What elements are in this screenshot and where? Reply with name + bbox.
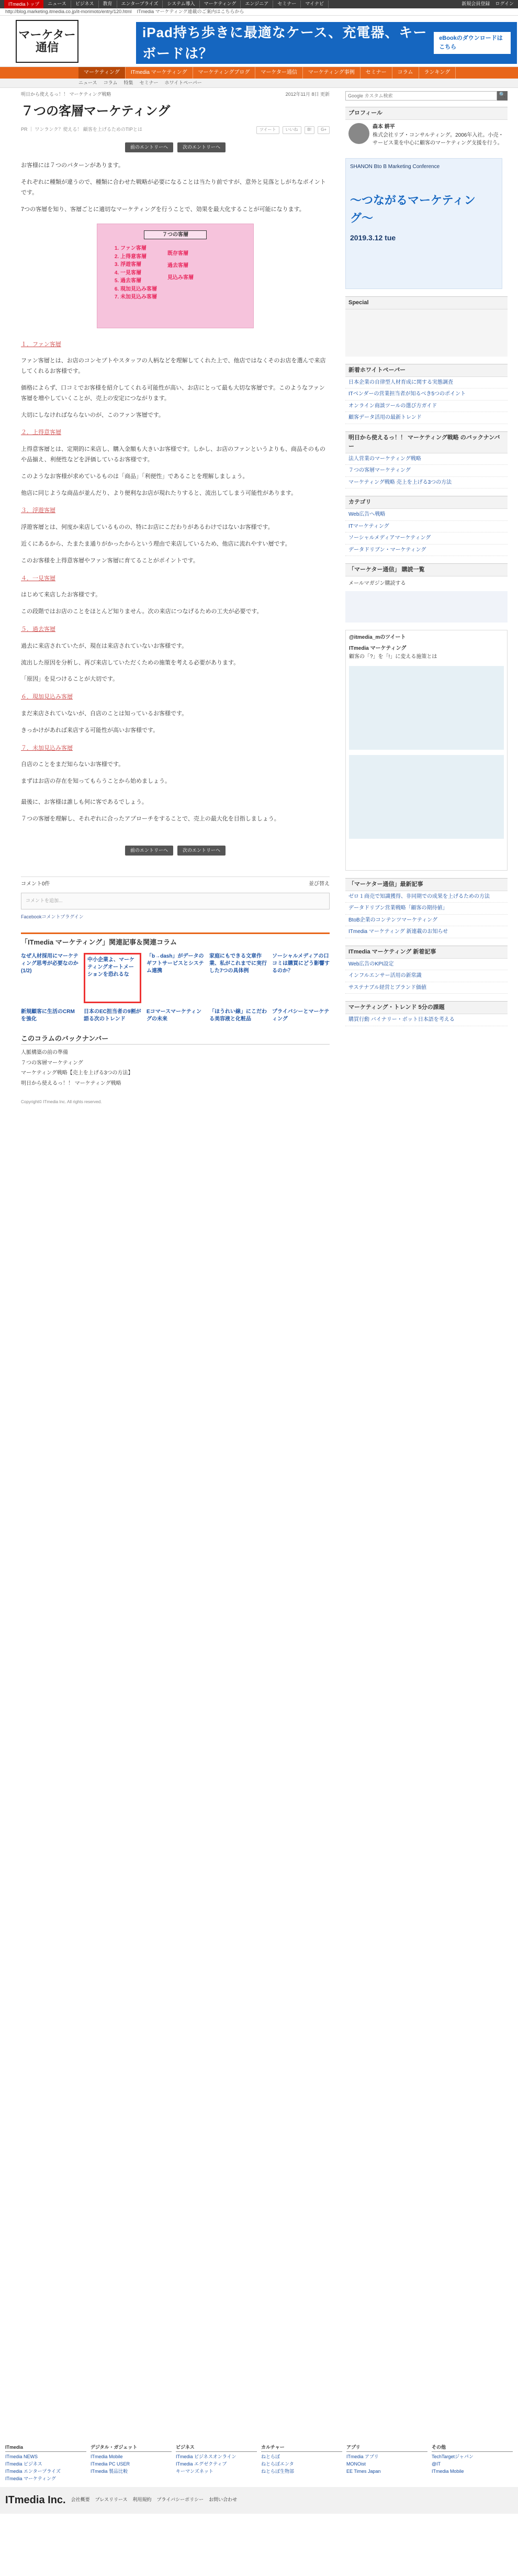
series-title: 明日から使えるっ！！ マーケティング戦略 のバックナンバー [345, 432, 508, 453]
body-paragraph: ファン客層とは、お店のコンセプトやスタッフの人柄などを理解してくれた上で、他店ではなくそのお店を選んで来店してくれるお客様です。 [21, 358, 326, 375]
footer-col-title: ITmedia [5, 2444, 86, 2452]
body-paragraph: 他店に同じような商品が並んだり、より便利なお店が現れたりすると、流出してしまう可能性があります。 [21, 490, 297, 496]
tweet-image [349, 666, 504, 750]
footer-link[interactable]: ITmedia アプリ [346, 2453, 379, 2459]
ad-banner[interactable] [136, 22, 517, 64]
site-footer [0, 2440, 518, 2514]
copyright: Copyright© ITmedia Inc. All rights reserved. [21, 1100, 102, 1105]
comment-input[interactable]: コメントを追加... [21, 893, 330, 909]
section-heading: ６．現加見込み客層 [21, 694, 73, 701]
subscribe-title: 「マーケター通信」 購読一覧 [345, 564, 508, 576]
twitter-widget [345, 630, 508, 871]
subnav-item[interactable]: コラム [103, 80, 118, 85]
related-title: 「ITmedia マーケティング」関連記事＆関連コラム [21, 938, 177, 946]
segment-item: 4. 一見客層 [120, 269, 157, 277]
avatar [348, 123, 369, 144]
page-title: ７つの客層マーケティング [21, 104, 171, 118]
tweet-button[interactable]: ツイート [256, 126, 279, 134]
body-paragraph: 大切にしなければならないのが、このファン客層です。 [21, 412, 164, 418]
footer-col-title: その他 [432, 2444, 513, 2452]
backnumber-title: このコラムのバックナンバー [21, 1034, 330, 1045]
hatena-button[interactable]: B! [305, 126, 315, 134]
figure-title: ７つの客層 [144, 230, 207, 240]
new-articles [345, 946, 508, 994]
prev-entry-button[interactable]: 前のエントリーへ [125, 142, 173, 153]
url-bar [0, 8, 518, 16]
footer-link[interactable]: プレスリリース [95, 2497, 128, 2503]
search-box [345, 91, 508, 101]
footer-link[interactable]: ITmedia PC USER [91, 2461, 130, 2467]
comments-section [21, 876, 330, 920]
new-whitepaper [345, 364, 508, 424]
wp-item[interactable]: オンライン商談ツールの選び方ガイド [345, 401, 508, 413]
nav-item[interactable]: マーケティング事例 [303, 67, 361, 79]
topbar-item[interactable]: 教育 [99, 1, 117, 8]
series-backnumber [345, 431, 508, 489]
segment-item: 7. 未加見込み客層 [120, 293, 157, 302]
subnav-item[interactable]: 特集 [123, 80, 133, 85]
article-main [5, 88, 340, 1106]
login-link[interactable]: ログイン [495, 1, 514, 7]
footer-col-title: ビジネス [176, 2444, 257, 2452]
gplus-button[interactable]: G+ [318, 126, 330, 134]
wp-item[interactable]: 日本企業の自律型人材育成に関する実態調査 [345, 377, 508, 389]
category-item[interactable]: ソーシャルメディアマーケティング [345, 532, 508, 545]
latest-item[interactable]: ゼロ１商売で知識獲得、非同期での成果を上げるための方法 [345, 891, 508, 903]
twitter-title[interactable]: @itmedia_mのツイート [349, 634, 406, 640]
footer-col-title: カルチャー [261, 2444, 342, 2452]
prev-entry-button[interactable]: 前のエントリーへ [125, 846, 173, 856]
related-item[interactable]: 新規顧客に生活のCRMを強化 [21, 1009, 75, 1023]
body-paragraph: お客様には７つのパターンがあります。 [21, 162, 124, 169]
wp-item[interactable]: 顧客データ活用の最新トレンド [345, 412, 508, 424]
footer-link[interactable]: ITmedia ビジネスオンライン [176, 2453, 237, 2459]
topbar-item[interactable]: マーケティング [200, 1, 241, 8]
latest-articles [345, 878, 508, 938]
itmedia-logo[interactable]: ITmedia Inc. [5, 2494, 66, 2506]
footer-link[interactable]: お問い合わせ [209, 2497, 238, 2503]
new-wp-title: 新着ホワイトペーパー [345, 364, 508, 377]
subscribe-box [345, 563, 508, 623]
footer-link[interactable]: 会社概要 [71, 2497, 90, 2503]
nav-item[interactable]: ランキング [419, 67, 456, 79]
footer-col-title: デジタル・ガジェット [91, 2444, 172, 2452]
next-entry-button[interactable]: 次のエントリーへ [177, 142, 226, 153]
footer-link[interactable]: TechTargetジャパン [432, 2453, 474, 2459]
nav-item[interactable]: マーケティングブログ [193, 67, 256, 79]
category-item[interactable]: データドリブン・マーケティング [345, 545, 508, 557]
footer-link[interactable]: ITmedia Mobile [432, 2468, 464, 2474]
main-nav [0, 67, 518, 79]
body-paragraph: このお客様を上得意客層やファン客層に育てることがポイントです。 [21, 557, 199, 564]
topbar-item[interactable]: ニュース [43, 1, 71, 8]
related-item[interactable]: なぜ人材採用にマーケティング思考が必要なのか (1/2) [21, 953, 78, 974]
body-paragraph: まずはお店の存在を知ってもらうことから始めましょう。 [21, 778, 171, 785]
site-logo[interactable]: マーケター通信 [16, 20, 78, 63]
footer-link[interactable]: ITmedia マーケティング [5, 2475, 56, 2481]
related-item[interactable]: 日本のEC担当者の9割が語る次のトレンド [84, 1009, 141, 1023]
related-item[interactable]: 家庭にもできる文章作業、私がこれまでに実行した7つの具体例 [209, 953, 267, 974]
segment-list [108, 245, 157, 302]
series-notice-link[interactable]: ITmedia マーケティング連載のご案内はこちらから [137, 9, 244, 14]
new-article-item[interactable]: サステナブル経営とブランド価値 [345, 982, 508, 994]
closing-paragraph: ７つの客層を理解し、それぞれに合ったアプローチをすることで、売上の最大化を目指しましょう。 [21, 815, 280, 822]
body-paragraph: 上得意客層とは、定期的に来店し、購入金額も大きいお客様です。しかし、お店のファンというよりも、商品そのものや品揃え、利便性などを評価しているお客様です。 [21, 446, 325, 463]
segment-item: 6. 現加見込み客層 [120, 285, 157, 294]
related-item[interactable]: ソーシャルメディアの口コミは購買にどう影響するのか？ [272, 953, 330, 974]
footer-link[interactable]: @IT [432, 2461, 441, 2467]
footer-link[interactable]: ITmedia Mobile [91, 2453, 123, 2459]
banner-title: iPad持ち歩きに最適なケース、充電器、キーボードは？ [142, 24, 427, 61]
footer-link[interactable]: ITmedia エンタープライズ [5, 2468, 61, 2474]
fb-comment-plugin[interactable]: Facebookコメントプラグイン [21, 914, 84, 919]
subscribe-link[interactable]: メールマガジン購読する [348, 581, 406, 587]
banner-button[interactable]: eBookのダウンロードはこちら [434, 32, 511, 54]
nav-item[interactable]: マーケティング [78, 67, 126, 79]
topbar-item[interactable]: エンジニア [241, 1, 273, 8]
topbar-item[interactable]: システム導入 [163, 1, 199, 8]
footer-link[interactable]: ITmedia エグゼクティブ [176, 2461, 227, 2467]
pickup-title: マーケティング・トレンド 5分の課題 [345, 1002, 508, 1014]
comment-count: コメント0件 [21, 881, 50, 887]
nav-item[interactable]: マーケター通信 [255, 67, 303, 79]
new-articles-title: ITmedia マーケティング 新着記事 [345, 946, 508, 959]
footer-link[interactable]: EE Times Japan [346, 2468, 381, 2474]
breadcrumb [21, 91, 330, 98]
nav-item[interactable]: コラム [392, 67, 419, 79]
segment-item: 5. 過去客層 [120, 277, 157, 285]
sub-nav [0, 79, 518, 88]
ad-headline: 〜つながるマーケティング〜 [350, 194, 476, 225]
article-meta [21, 126, 330, 134]
section-heading: ５．過去客層 [21, 626, 55, 632]
ad-date: 2019.3.12 tue [350, 234, 396, 242]
series-item[interactable]: マーケティング戦略 売上を上げる3つの方法 [345, 477, 508, 489]
footer-link[interactable]: ITmedia 製品比較 [91, 2468, 128, 2474]
profile-title: プロフィール [345, 107, 508, 120]
page-url: http://blog.marketing.itmedia.co.jp/it-morimoto/entry/120.html [5, 9, 132, 14]
profile-box [345, 107, 508, 151]
footer-link[interactable]: ねとらぼ [261, 2453, 280, 2459]
search-icon[interactable]: 🔍 [497, 91, 508, 101]
footer-link[interactable]: ねとらぼ生物部 [261, 2468, 295, 2474]
author-bio: 株式会社リブ・コンサルティング。2006年入社。小売・サービス業を中心に顧客のマーケティング支援を行う。 [373, 132, 504, 147]
footer-link[interactable]: プライバシーポリシー [156, 2497, 204, 2503]
footer-brand [0, 2487, 518, 2514]
segment-group-label: 既存客層 [167, 251, 188, 257]
backnumber-item[interactable]: ７つの客層マーケティング [21, 1060, 83, 1066]
subnav-item[interactable]: ニュース [78, 80, 97, 85]
footer-link[interactable]: MONOist [346, 2461, 366, 2467]
footer-col-title: アプリ [346, 2444, 427, 2452]
body-paragraph: 「原因」を見つけることが大切です。 [21, 676, 119, 683]
latest-item[interactable]: ITmedia マーケティング 新連載のお知らせ [345, 926, 508, 938]
body-paragraph: 過去に来店されていたが、現在は来店されていないお客様です。 [21, 642, 188, 649]
footer-link[interactable]: ITmedia NEWS [5, 2453, 38, 2459]
body-paragraph: それぞれに種類が違うので、種類に合わせた戦略が必要になることは当たり前ですが、意外と見落としがちなポイントです。 [21, 179, 326, 196]
subnav-item[interactable]: ホワイトペーパー [164, 80, 202, 85]
body-paragraph: 価格によらず、口コミでお客様を紹介してくれる可能性が高い、お店にとって最も大切な客層です。このようなファン客層を増やしていくことが、売上の安定につながります。 [21, 385, 325, 402]
sidebar-ad[interactable] [345, 158, 502, 289]
segment-group-label: 見込み客層 [167, 275, 194, 281]
series-item[interactable]: 法人営業のマーケティング戦略 [345, 453, 508, 465]
tweet-text: 顧客の「?」を「!」に変える施策とは [349, 653, 437, 660]
nav-item[interactable]: ITmedia マーケティング [126, 67, 193, 79]
body-paragraph: この段階ではお店のことをほとんど知りません。次の来店につなげるための工夫が必要です。 [21, 608, 263, 615]
sidebar [340, 88, 508, 1106]
search-input[interactable] [345, 91, 497, 101]
body-paragraph: このようなお客様が求めているものは「商品」「利便性」であることを理解しましょう。 [21, 473, 249, 480]
seven-segments-figure [97, 224, 254, 328]
footer-link[interactable]: ねとらぼエンタ [261, 2461, 294, 2467]
related-item[interactable]: 「b→dash」がデータのギフトサービスとシステム連携 [147, 953, 204, 974]
body-paragraph: 流出した原因を分析し、再び来店していただくための施策を考える必要があります。 [21, 659, 240, 666]
body-paragraph: 自店のことをまだ知らないお客様です。 [21, 761, 125, 768]
latest-item[interactable]: データドリブン営業戦略「顧客の期待値」 [345, 903, 508, 915]
section-heading: １．ファン客層 [21, 341, 61, 348]
related-item[interactable]: プライバシーとマーケティング [272, 1009, 330, 1023]
author-name: 森本 耕平 [373, 124, 395, 130]
tweet-image [349, 755, 504, 839]
entry-pager-bottom [21, 846, 330, 856]
footer-link[interactable]: ITmedia ビジネス [5, 2461, 42, 2467]
category-item[interactable]: ITマーケティング [345, 521, 508, 533]
related-articles [21, 932, 330, 1023]
section-heading: ３．浮遊客層 [21, 507, 55, 514]
latest-item[interactable]: BtoB企業のコンテンツマーケティング [345, 915, 508, 927]
backnumber-item[interactable]: 明日から使えるっ！！ マーケティング戦略 [21, 1080, 121, 1086]
topbar-item[interactable]: エンタープライズ [117, 1, 163, 8]
related-item[interactable]: Eコマースマーケティングの未来 [147, 1009, 201, 1023]
social-buttons [256, 126, 330, 134]
backnumber [21, 1034, 330, 1106]
body-paragraph: 浮遊客層とは、何度か来店しているものの、特にお店にこだわりがあるわけではないお客様です。 [21, 524, 274, 531]
segment-item: 2. 上得意客層 [120, 253, 157, 261]
section-heading: ２．上得意客層 [21, 429, 61, 436]
special-box [345, 296, 508, 357]
body-paragraph: きっかけがあれば来店する可能性が高いお客様です。 [21, 727, 159, 734]
backnumber-item[interactable]: 人脈構築の前の準備 [21, 1050, 68, 1056]
special-title: Special [345, 297, 508, 309]
wp-item[interactable]: ITベンダーの営業担当者が知るべき5つのポイント [345, 388, 508, 401]
global-topbar [0, 0, 518, 8]
footer-link[interactable]: 利用規約 [132, 2497, 152, 2503]
topbar-item[interactable]: マイナビ [301, 1, 329, 8]
category-item[interactable]: Web広告へ戦略 [345, 509, 508, 521]
closing-paragraph: 最後に、お客様は誰しも何に客であるでしょう。 [21, 798, 148, 805]
body-paragraph: はじめて来店したお客様です。 [21, 592, 102, 598]
segment-item: 3. 浮遊客層 [120, 261, 157, 269]
series-item[interactable]: ７つの客層マーケティング [345, 465, 508, 477]
segment-group-label: 過去客層 [167, 263, 188, 269]
entry-pager-top [21, 142, 330, 153]
footer-link[interactable]: キーマンズネット [176, 2468, 213, 2474]
footer-links [0, 2440, 518, 2487]
like-button[interactable]: いいね [283, 126, 301, 134]
article-date: 2012年11月 8日 更新 [285, 92, 330, 97]
body-paragraph: まだ来店されていないが、自店のことは知っているお客様です。 [21, 710, 188, 717]
category-title: カテゴリ [345, 496, 508, 509]
site-header [0, 16, 518, 67]
topbar-item[interactable]: ビジネス [71, 1, 99, 8]
comment-sort[interactable]: 並び替え [309, 881, 330, 887]
related-item-highlighted[interactable]: 中小企業よ、マーケティングオートメーションを恐れるな [84, 953, 141, 1003]
section-heading: ７．未加見込み客層 [21, 745, 73, 751]
topbar-item[interactable]: セミナー [273, 1, 301, 8]
section-heading: ４．一見客層 [21, 575, 55, 582]
subnav-item[interactable]: セミナー [139, 80, 159, 85]
pickup-box [345, 1001, 508, 1026]
ad-title: SHANON Bto B Marketing Conference [350, 163, 440, 170]
next-entry-button[interactable]: 次のエントリーへ [177, 846, 226, 856]
nav-item[interactable]: セミナー [361, 67, 392, 79]
itmedia-home-link[interactable]: ITmediaトップ [4, 0, 43, 8]
segment-item: 1. ファン客層 [120, 245, 157, 253]
related-item[interactable]: 「ほうれい線」にこだわる美容液と化粧品 [209, 1009, 267, 1023]
twitter-account[interactable]: ITmedia マーケティング [349, 646, 407, 652]
backnumber-item[interactable]: マーケティング戦略【売上を上げる3つの方法】 [21, 1070, 133, 1076]
breadcrumb-link[interactable]: 明日から使えるっ！！ マーケティング戦略 [21, 92, 111, 97]
new-article-item[interactable]: インフルエンサー活用の新常識 [345, 970, 508, 982]
body-paragraph: 7つの客層を知り、客層ごとに適切なマーケティングを行うことで、効果を最大化することが可能になります。 [21, 206, 305, 213]
article-tags: PR ｜ ワンランク？使える！ 顧客を上げるためのTIPとは [21, 127, 142, 132]
body-paragraph: 近くにあるから、たまたま通りがかったからという理由で来店しているため、他店に流れやすい層です。 [21, 541, 291, 547]
category-box [345, 496, 508, 556]
pickup-item[interactable]: 購買行動 バイナリー・ボット日本語を考える [345, 1014, 508, 1026]
new-article-item[interactable]: Web広告のKPI設定 [345, 959, 508, 971]
latest-title: 「マーケター通信」最新記事 [345, 879, 508, 891]
register-link[interactable]: 新規会員登録 [461, 1, 490, 7]
